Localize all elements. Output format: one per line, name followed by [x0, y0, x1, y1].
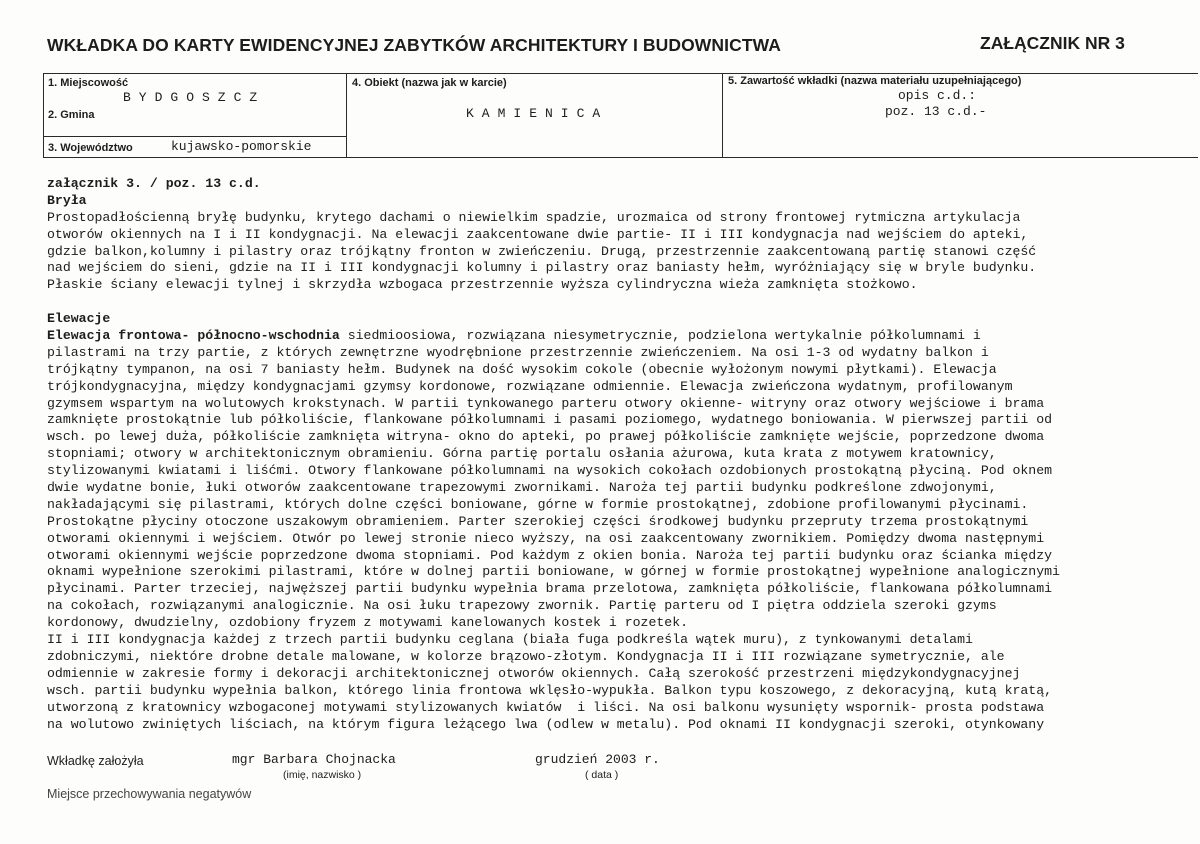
field-label-object: 4. Obiekt (nazwa jak w karcie) — [352, 77, 507, 89]
body-line: zdobniczymi, niektóre drobne detale malowane, w kolorze brązowo-złotym. Kondygnacja II i III rozwiązane symetrycznie, ale — [47, 648, 1005, 664]
date-caption: ( data ) — [585, 769, 619, 781]
author-label: Wkładkę założyła — [47, 754, 144, 768]
body-line: na wolutowo zwiniętych liściach, na którym figura leżącego lwa (odlew w metalu). Pod oknami II kondygnacji szeroki, otynkowany — [47, 716, 1045, 732]
body-line: trójkondygnacyjna, między kondygnacjami gzymsy kordonowe, rozwiązane odmiennie. Elewacja zwieńczona wydatnym, profilowanym — [47, 378, 1013, 394]
body-line: stylizowanymi kwiatami i liśćmi. Otwory flankowane półkolumnami na wysokich cokołach ozdobionych prostokątną płyciną. Pod oknem — [47, 463, 1053, 479]
author-name: mgr Barbara Chojnacka — [232, 752, 396, 767]
body-line: otworów okiennych na I i II kondygnacji. Na elewacji zaakcentowane dwie partie- II i III kondygnacja nad wejściem do apteki, — [47, 226, 1029, 242]
body-line: pilastrami na trzy partie, z których zewnętrzne wyodrębnione przestrzennie zwieńczeniem. Na osi 1-3 od wydatny balkon i — [47, 344, 989, 360]
body-line: płycinami. Parter trzeciej, najwęższej partii budynku wypełnia brama przelotowa, zamknięta półkoliście, flankowana półkolumnami — [47, 581, 1053, 597]
body-line: Prostokątne płyciny otoczone uszakowym obramieniem. Parter szerokiej części środkowej budynku przepruty trzema prostokątnymi — [47, 513, 1029, 529]
document-title: WKŁADKA DO KARTY EWIDENCYJNEJ ZABYTKÓW ARCHITEKTURY I BUDOWNICTWA — [47, 35, 782, 55]
section-title-elewacje: Elewacje — [47, 311, 111, 327]
body-line: gdzie balkon,kolumny i pilastry oraz trójkątny fronton w zwieńczeniu. Drugą, przestrzennie zaakcentowaną partię stanowi część — [47, 243, 1037, 259]
form-bottom-border — [43, 157, 1198, 158]
body-line: II i III kondygnacja każdej z trzech partii budynku ceglana (biała fuga podkreśla wątek muru), z tynkowanymi detalami — [47, 632, 973, 648]
body-line: utworzoną z kratownicy wzbogaconej motywami stylizowanych kwiatów i liści. Na osi balkonu wysunięty wspornik- prosta podstawa — [47, 699, 1045, 715]
description-body — [47, 176, 1167, 733]
section-title-bryla: Bryła — [47, 192, 87, 208]
body-line: nad wejściem do sieni, gdzie na II i III kondygnacji kolumny i pilastry oraz baniasty hełm, wyróżniający się w bryle budynku. — [47, 260, 1037, 276]
body-line: zamknięte prostokątnie lub półkoliście, flankowane półkolumnami i pasami poziomego, wydatnego boniowania. W pierwszej partii od — [47, 412, 1053, 428]
body-line: stopniami; otwory w architektonicznym obramieniu. Górna partię portalu osłania ażurowa, kuta krata z motywem kratownicy, — [47, 446, 997, 462]
body-line: nakładającymi się pilastrami, których dolne części boniowane, górne w formie prostokątnej, zdobione profilowanymi płycinami. — [47, 496, 1029, 512]
field-label-locality: 1. Miejscowość — [48, 77, 129, 89]
body-line: wsch. partii budynku wypełnia balkon, którego linia frontowa wklęsło-wypukła. Balkon typu koszowego, z dekoracyjną, kutą kratą, — [47, 682, 1053, 698]
body-line: kordonowy, dwudzielny, ozdobiony fryzem z motywami kanelowanych kostek i rozetek. — [47, 615, 689, 631]
body-line: wsch. po lewej duża, półkoliście zamknięta witryna- okno do apteki, po prawej półkoliście zamknięte wejście, poprzedzone dwoma — [47, 429, 1045, 445]
body-line: na cokołach, rozwiązanymi analogicznie. Na osi łuku trapezowy zwornik. Partię parteru od I piętra oddziela szeroki gzyms — [47, 598, 997, 614]
field-value-object: KAMIENICA — [466, 106, 609, 121]
body-line: otworami okiennymi i wejściem. Otwór po lewej stronie nieco wyższy, na osi zaakcentowany zwornikiem. Pomiędzy dwoma następnymi — [47, 530, 1045, 546]
date-value: grudzień 2003 r. — [535, 752, 660, 767]
field-label-contents: 5. Zawartość wkładki (nazwa materiału uzupełniającego) — [728, 75, 1022, 87]
field-label-voivodeship: 3. Województwo — [48, 142, 133, 154]
field-value-contents-1: opis c.d.: — [898, 88, 977, 103]
facade-lead: Elewacja frontowa- północno-wschodnia — [47, 328, 340, 344]
body-line: oknami wypełnione szerokimi pilastrami, które w dolnej partii boniowane, w górnej w formie prostokątnej wypełnione analogicznymi — [47, 564, 1060, 580]
negatives-location-label: Miejsce przechowywania negatywów — [47, 787, 252, 801]
body-line: trójkątny tympanon, na osi 7 baniasty hełm. Budynek na dość wysokim cokole (obecnie wyłożonym nowymi płytkami). Elewacja — [47, 361, 997, 377]
author-caption: (imię, nazwisko ) — [283, 769, 362, 781]
form-top-border — [43, 73, 1198, 74]
field-label-commune: 2. Gmina — [48, 109, 95, 121]
body-line: odmiennie w zakresie formy i dekoracji architektonicznej otworów okiennych. Całą szerokość przestrzeni międzykondygnacyjnej — [47, 665, 1021, 681]
form-divider-1 — [346, 73, 347, 158]
body-line: otworami okiennymi wejście poprzedzone dwoma stopniami. Pod każdym z okien bonia. Naroża tej partii budynku oraz ścianka między — [47, 547, 1053, 563]
field-value-locality: BYDGOSZCZ — [123, 90, 266, 105]
body-line: gzymsem wspartym na wolutowych krokstynach. W partii tynkowanego parteru otwory okienne- witryny oraz otwory wejściowe i brama — [47, 395, 1045, 411]
annex-heading: załącznik 3. / poz. 13 c.d. — [47, 176, 261, 191]
form-divider-2 — [722, 73, 723, 158]
annex-number: ZAŁĄCZNIK NR 3 — [980, 33, 1125, 53]
body-line: Płaskie ściany elewacji tylnej i skrzydła wzbogaca przestrzennie wyższa cylindryczna wieża zamknięta stożkowo. — [47, 277, 918, 293]
field-value-voivodeship: kujawsko-pomorskie — [171, 139, 312, 154]
body-line: siedmioosiowa, rozwiązana niesymetrycznie, podzielona wertykalnie półkolumnami i — [339, 328, 981, 344]
form-left-border — [43, 73, 44, 158]
field-value-contents-2: poz. 13 c.d.- — [885, 104, 987, 119]
body-line: dwie wydatne bonie, łuki otworów zaakcentowane trapezowymi zwornikami. Naroża tej partii budynku podkreślone zdwojonymi, — [47, 480, 997, 496]
body-line: Prostopadłościenną bryłę budynku, krytego dachami o niewielkim spadzie, urozmaica od strony frontowej rytmiczna artykulacja — [47, 209, 1021, 225]
form-row-divider — [43, 136, 346, 137]
